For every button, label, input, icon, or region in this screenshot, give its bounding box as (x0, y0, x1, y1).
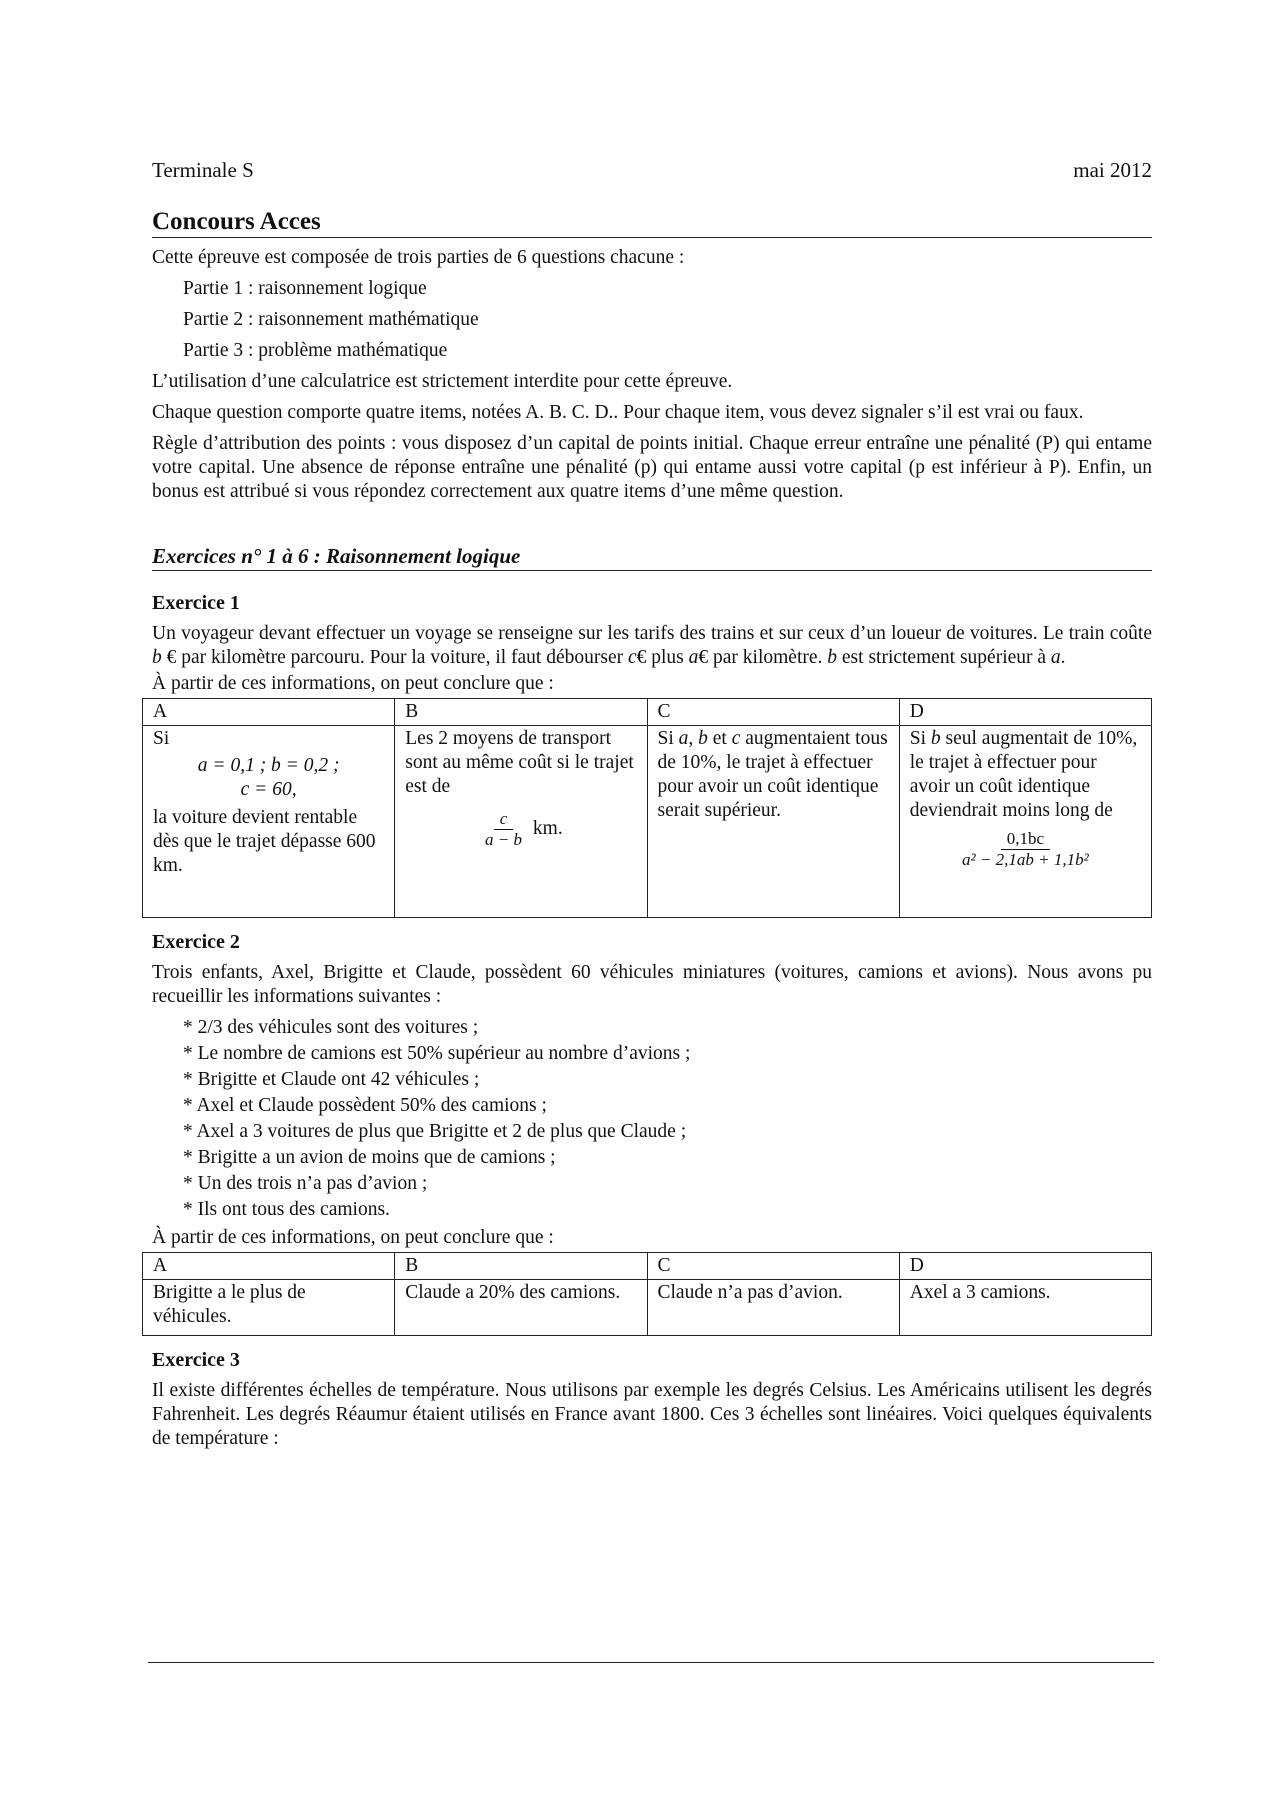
table-header-row (143, 699, 1152, 726)
page-header (152, 158, 1152, 186)
ex1-text-part: € par kilomètre parcouru. Pour la voiture, il faut débourser (161, 647, 628, 668)
exercise-2-statement: Trois enfants, Axel, Brigitte et Claude, possèdent 60 véhicules miniatures (voitures, camions et avions). Nous avons pu recueillir les informations suivantes : (152, 962, 1152, 1007)
page-title: Concours Acces (152, 210, 1152, 238)
fraction-denominator: a − b (485, 830, 523, 849)
col-a: A (143, 1253, 395, 1280)
intro-lead: Cette épreuve est composée de trois parties de 6 questions chacune : (152, 247, 685, 268)
fact-item: * Le nombre de camions est 50% supérieur au nombre d’avions ; (183, 1043, 691, 1064)
item-a-values-2: c = 60, (240, 779, 297, 800)
exercise-2-conclude: À partir de ces informations, on peut conclure que : (152, 1227, 554, 1248)
var-b: b (152, 647, 162, 668)
item-b (395, 726, 647, 918)
exercise-2 (152, 961, 1152, 1336)
fact-item: * Axel et Claude possèdent 50% des camions ; (183, 1095, 547, 1116)
document-page (152, 158, 1152, 1453)
item-c (647, 726, 899, 918)
table-row (143, 1280, 1152, 1336)
intro-block (152, 246, 1152, 504)
col-d: D (899, 1253, 1151, 1280)
footer-divider (148, 1662, 1154, 1663)
ex1-text-part: est strictement supérieur à (841, 647, 1051, 668)
item-a-values-1: a = 0,1 ; b = 0,2 ; (197, 755, 340, 776)
unit: km. (532, 817, 563, 839)
item-a-si: Si (153, 728, 170, 749)
fact-item: * Ils ont tous des camions. (183, 1199, 390, 1220)
intro-items: Chaque question comporte quatre items, notées A. B. C. D.. Pour chaque item, vous devez signaler s’il est vrai ou faux. (152, 402, 1084, 423)
item-a: Brigitte a le plus de véhicules. (143, 1280, 395, 1336)
item-c-text: , (688, 728, 699, 749)
item-c: Claude n’a pas d’avion. (647, 1280, 899, 1336)
exercise-2-heading: Exercice 2 (152, 931, 240, 953)
fraction (956, 829, 1095, 870)
fact-item: * Axel a 3 voitures de plus que Brigitte et 2 de plus que Claude ; (183, 1121, 687, 1142)
var-a: a (1050, 647, 1061, 668)
exercise-1-table (142, 698, 1152, 918)
exercise-1 (152, 622, 1152, 918)
var-a: a (678, 728, 689, 749)
ex1-text-part: € plus (636, 647, 689, 668)
ex1-text-part: Un voyageur devant effectuer un voyage se renseigne sur les tarifs des trains et sur ceux d’un loueur de voitures. Le train coûte (152, 623, 1152, 644)
col-b: B (395, 699, 647, 726)
exercise-3-heading: Exercice 3 (152, 1349, 240, 1371)
ex1-text-part: € par kilomètre. (698, 647, 828, 668)
item-b-text: Les 2 moyens de transport sont au même coût si le trajet est de (405, 728, 634, 797)
fraction-numerator: 0,1bc (1001, 829, 1050, 850)
col-c: C (647, 1253, 899, 1280)
col-b: B (395, 1253, 647, 1280)
table-row (143, 726, 1152, 918)
item-c-text: et (707, 728, 732, 749)
header-class: Terminale S (152, 158, 254, 182)
var-b: b (930, 728, 941, 749)
fact-item: * Brigitte a un avion de moins que de camions ; (183, 1147, 556, 1168)
var-c: c (731, 728, 741, 749)
item-d-text-part: Si (909, 728, 931, 749)
fraction (479, 809, 528, 850)
header-date: mai 2012 (1073, 158, 1152, 182)
var-c: c (627, 647, 637, 668)
item-d: Axel a 3 camions. (899, 1280, 1151, 1336)
fraction-denominator: a² − 2,1ab + 1,1b² (962, 850, 1089, 869)
fact-item: * 2/3 des véhicules sont des voitures ; (183, 1017, 479, 1038)
exercise-3-statement: Il existe différentes échelles de température. Nous utilisons par exemple les degrés Celsius. Les Américains utilisent les degrés Fahrenheit. Les degrés Réaumur étaient utilisés en France avant 1800. Ces 3 échelles sont linéaires. Voici quelques équivalents de température : (152, 1380, 1152, 1449)
intro-part-2: Partie 2 : raisonnement mathématique (183, 309, 479, 330)
exercise-1-statement (152, 622, 1152, 670)
item-b-formula (405, 809, 636, 850)
item-c-text: Si (657, 728, 679, 749)
exercise-3 (152, 1379, 1152, 1451)
item-a-rest: la voiture devient rentable dès que le trajet dépasse 600 km. (153, 807, 376, 876)
var-b: b (698, 728, 708, 749)
exercise-2-table (142, 1252, 1152, 1336)
fact-item: * Un des trois n’a pas d’avion ; (183, 1173, 428, 1194)
intro-part-3: Partie 3 : problème mathématique (183, 340, 448, 361)
var-a: a (688, 647, 699, 668)
fact-item: * Brigitte et Claude ont 42 véhicules ; (183, 1069, 480, 1090)
ex1-text-part: . (1060, 647, 1066, 668)
exercise-1-heading: Exercice 1 (152, 592, 240, 614)
fraction-numerator: c (494, 809, 514, 830)
section-title: Exercices n° 1 à 6 : Raisonnement logique (152, 544, 1152, 571)
intro-part-1: Partie 1 : raisonnement logique (183, 278, 427, 299)
item-a (143, 726, 395, 918)
item-d-text (910, 727, 1141, 823)
intro-calculator: L’utilisation d’une calculatrice est strictement interdite pour cette épreuve. (152, 371, 733, 392)
var-b: b (827, 647, 838, 668)
item-b: Claude a 20% des camions. (395, 1280, 647, 1336)
item-d (899, 726, 1151, 918)
exercise-1-conclude: À partir de ces informations, on peut conclure que : (152, 673, 554, 694)
table-header-row (143, 1253, 1152, 1280)
intro-rules: Règle d’attribution des points : vous disposez d’un capital de points initial. Chaque erreur entraîne une pénalité (P) qui entame votre capital. Une absence de réponse entraîne une pénalité (p) qui entame aussi votre capital (p est inférieur à P). Enfin, un bonus est attribué si vous répondez correctement aux quatre items d’une même question. (152, 433, 1152, 502)
col-c: C (647, 699, 899, 726)
col-a: A (143, 699, 395, 726)
item-d-text-part: seul augmentait de 10%, le trajet à effectuer pour avoir un coût identique deviendrait moins long de (909, 728, 1138, 821)
item-d-formula (910, 829, 1141, 870)
col-d: D (899, 699, 1151, 726)
item-c-text: augmentaient tous de 10%, le trajet à effectuer pour avoir un coût identique serait supérieur. (657, 728, 888, 821)
